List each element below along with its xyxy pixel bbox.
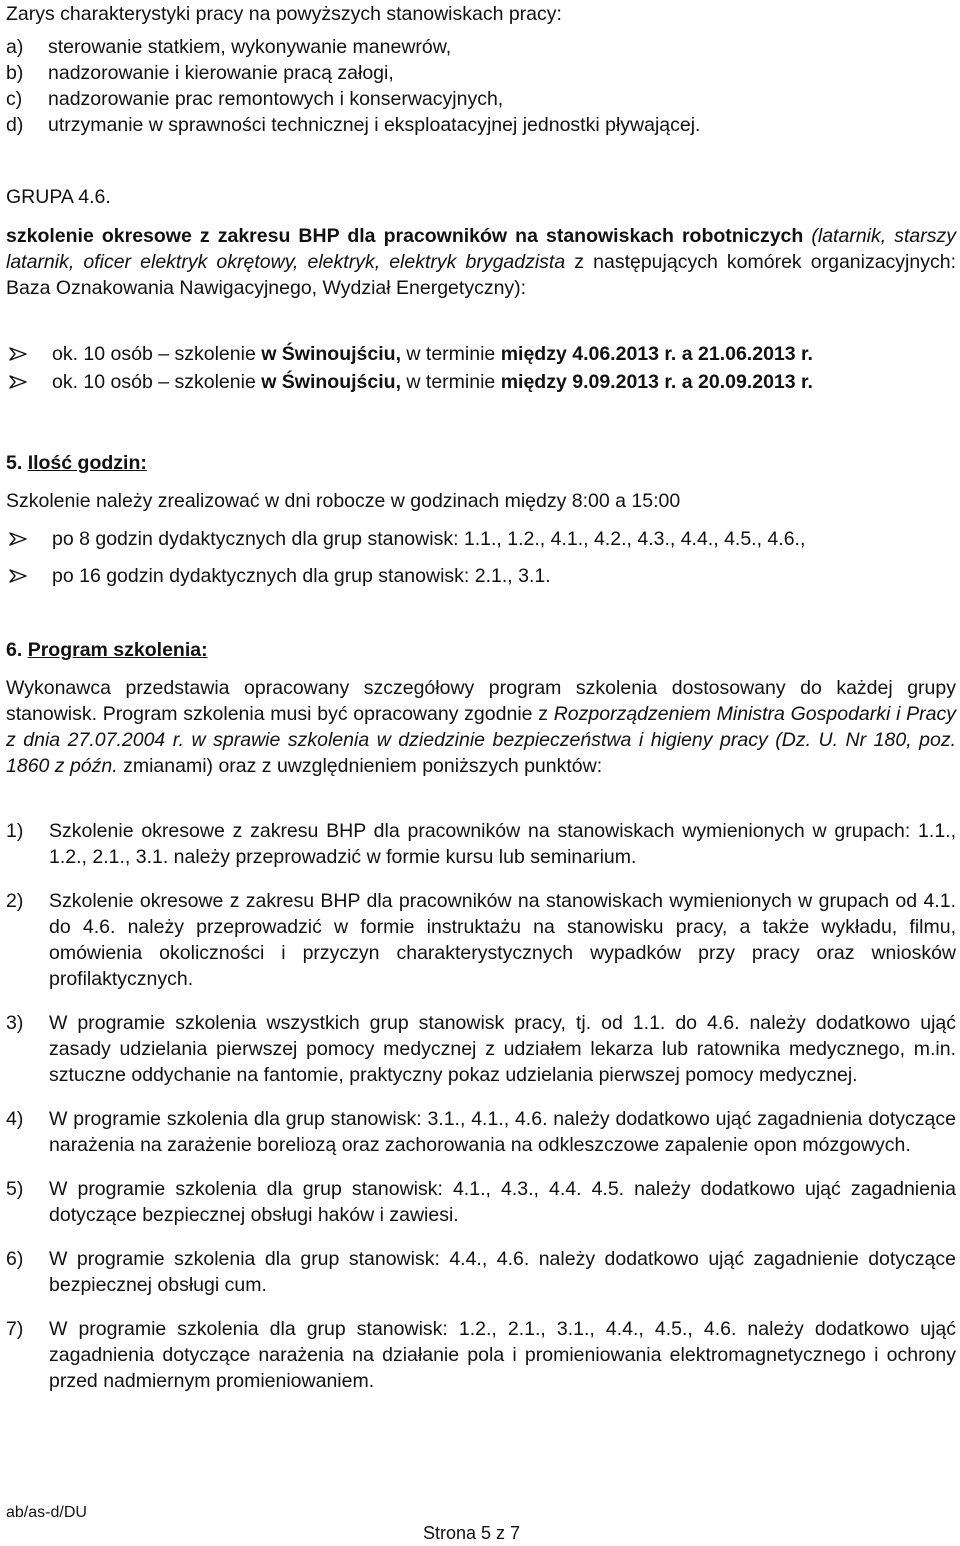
list-item: b) nadzorowanie i kierowanie pracą załogi, bbox=[6, 62, 394, 84]
group-description bbox=[6, 223, 956, 301]
group-departments: z następujących komórek organizacyjnych: Baza Oznakowania Nawigacyjnego, Wydział Energetyczny): bbox=[6, 251, 956, 299]
group-title: GRUPA 4.6. bbox=[6, 186, 111, 208]
list-item: a) sterowanie statkiem, wykonywanie manewrów, bbox=[6, 36, 452, 58]
list-item: 4) W programie szkolenia dla grup stanowisk: 3.1., 4.1., 4.6. należy dodatkowo ująć zagadnienia dotyczące narażenia na zarażenie boreliozą oraz zachorowania na odkleszczowe zapalenie opon mózgowych. bbox=[6, 1108, 956, 1156]
list-item: c) nadzorowanie prac remontowych i konserwacyjnych, bbox=[6, 88, 504, 110]
list-item: 3) W programie szkolenia wszystkich grup stanowisk pracy, tj. od 1.1. do 4.6. należy dodatkowo ująć zasady udzielania pierwszej pomocy medycznej z udziałem lekarza lub ratownika medycznego, m.in. sztuczne oddychanie na fantomie, praktyczny pokaz udzielania pierwszej pomocy medycznej. bbox=[6, 1012, 956, 1086]
list-item: 6) W programie szkolenia dla grup stanowisk: 4.4., 4.6. należy dodatkowo ująć zagadnienie dotyczące bezpiecznej obsługi cum. bbox=[6, 1248, 956, 1296]
section-6-body: Wykonawca przedstawia opracowany szczegółowy program szkolenia dostosowany do każdej grupy stanowisk. Program szkolenia musi być opracowany zgodnie z Rozporządzeniem Ministra Gospodarki i Pracy z dnia 27.07.2004 r. w sprawie szkolenia w dziedzinie bezpieczeństwa i higieny pracy (Dz. U. Nr 180, poz. 1860 z późn. zmianami) oraz z uwzględnieniem poniższych punktów: bbox=[6, 677, 956, 777]
list-item: 1) Szkolenie okresowe z zakresu BHP dla pracowników na stanowiskach wymienionych w grupach: 1.1., 1.2., 2.1., 3.1. należy przeprowadzić w formie kursu lub seminarium. bbox=[6, 820, 956, 868]
footer-document-code: ab/as-d/DU bbox=[6, 1504, 87, 1521]
characteristics-heading bbox=[6, 1, 956, 27]
list-item: 7) W programie szkolenia dla grup stanowisk: 1.2., 2.1., 3.1., 4.4., 4.5., 4.6. należy dodatkowo ująć zagadnienia dotyczące narażenia na działanie pola i promieniowania elektromagnetycznego i ochrony przed nadmiernym promieniowaniem. bbox=[6, 1318, 956, 1392]
section-6-title: 6. Program szkolenia: bbox=[6, 639, 208, 661]
program-points-list bbox=[6, 818, 956, 1412]
arrow-bullet-icon bbox=[9, 375, 27, 389]
hours-item: po 8 godzin dydaktycznych dla grup stanowisk: 1.1., 1.2., 4.1., 4.2., 4.3., 4.4., 4.5., 4.6., bbox=[6, 526, 960, 554]
group-heading: szkolenie okresowe z zakresu BHP dla pracowników na stanowiskach robotniczych bbox=[6, 225, 804, 247]
group-positions: (latarnik, starszy latarnik, oficer elektryk okrętowy, elektryk, elektryk brygadzista bbox=[6, 225, 956, 273]
arrow-bullet-icon bbox=[9, 347, 27, 361]
arrow-bullet-icon bbox=[9, 532, 27, 546]
list-item: 5) W programie szkolenia dla grup stanowisk: 4.1., 4.3., 4.4. 4.5. należy dodatkowo ująć zagadnienia dotyczące bezpiecznej obsługi haków i zawiesi. bbox=[6, 1178, 956, 1226]
characteristics-list bbox=[6, 34, 956, 138]
list-item: 2) Szkolenie okresowe z zakresu BHP dla pracowników na stanowiskach wymienionych w grupach od 4.1. do 4.6. należy przeprowadzić w formie instruktażu na stanowisku pracy, a także wykładu, filmu, omówienia okoliczności i przyczyn charakterystycznych wypadków przy pracy oraz wniosków profilaktycznych. bbox=[6, 890, 956, 990]
list-item: d) utrzymanie w sprawności technicznej i eksploatacyjnej jednostki pływającej. bbox=[6, 114, 701, 136]
footer-page-number: Strona 5 z 7 bbox=[423, 1523, 521, 1543]
section-5-intro: Szkolenie należy zrealizować w dni robocze w godzinach między 8:00 a 15:00 bbox=[6, 490, 681, 512]
session-item: ok. 10 osób – szkolenie w Świnoujściu, w terminie między 9.09.2013 r. a 20.09.2013 r. bbox=[6, 369, 960, 397]
section-5-title: 5. Ilość godzin: bbox=[6, 452, 147, 474]
characteristics-heading-text: Zarys charakterystyki pracy na powyższych stanowiskach pracy: bbox=[6, 3, 562, 25]
arrow-bullet-icon bbox=[9, 569, 27, 583]
hours-item: po 16 godzin dydaktycznych dla grup stanowisk: 2.1., 3.1. bbox=[6, 563, 960, 591]
session-item: ok. 10 osób – szkolenie w Świnoujściu, w terminie między 4.06.2013 r. a 21.06.2013 r. bbox=[6, 341, 960, 369]
